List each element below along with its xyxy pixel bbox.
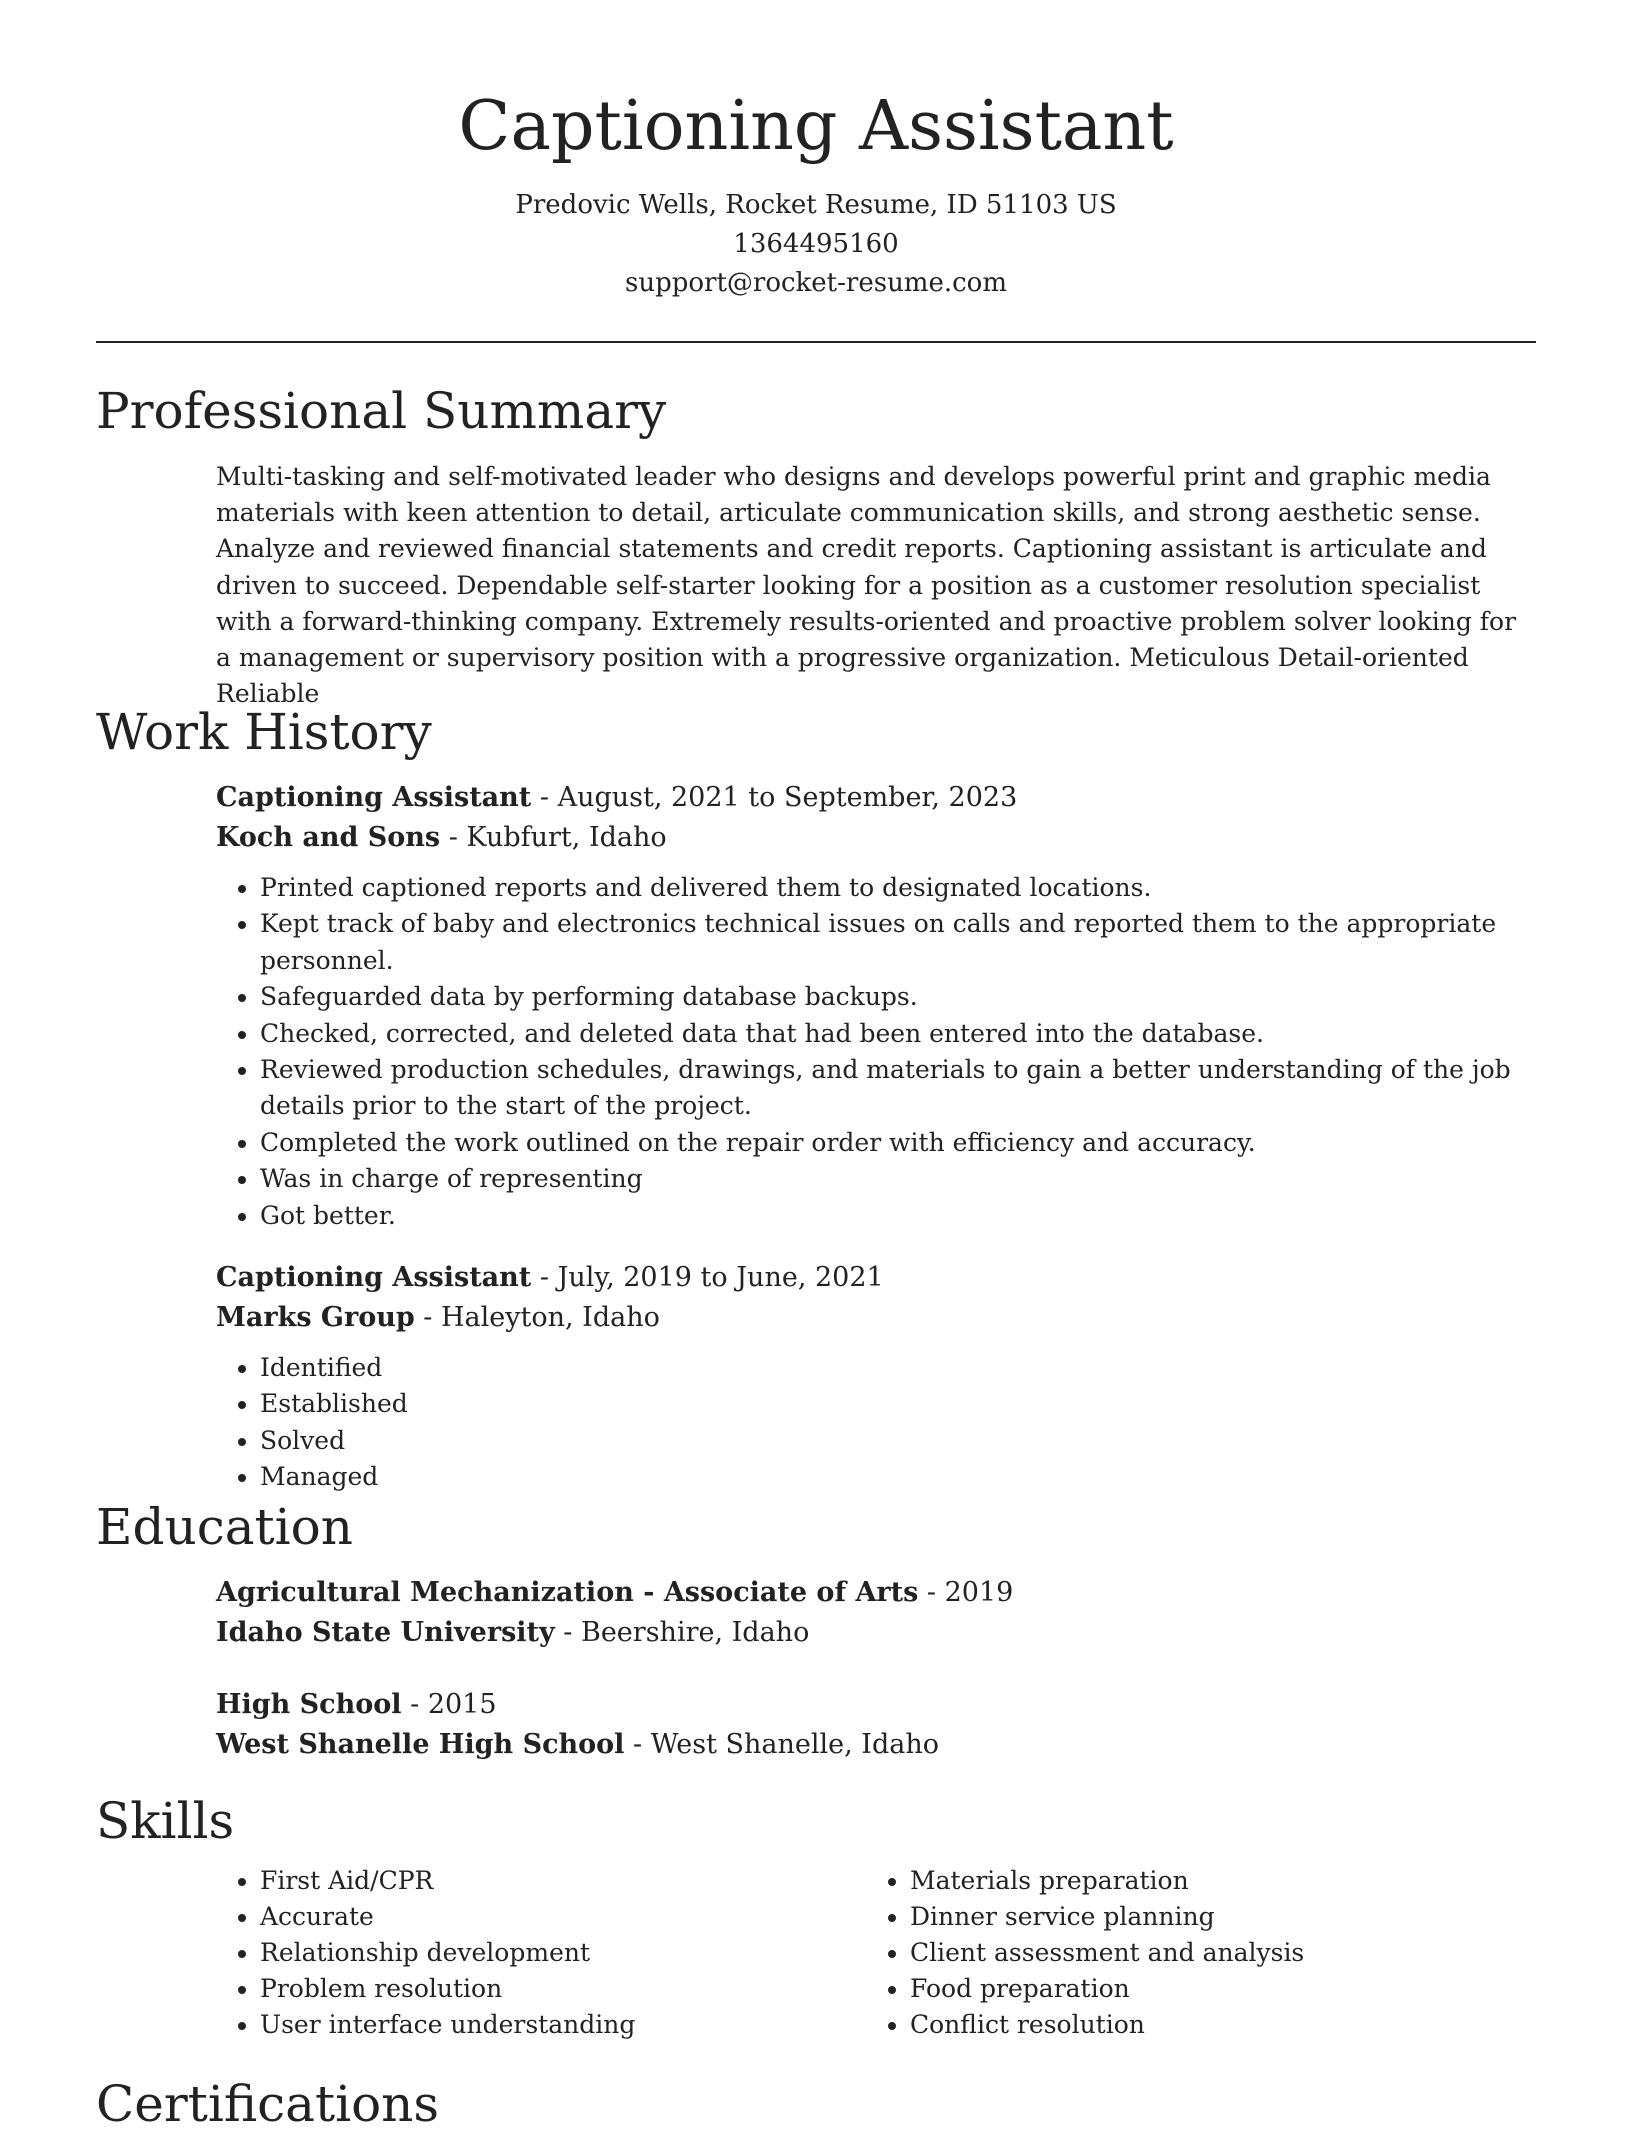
job-bullet: • Got better.: [260, 1198, 1536, 1234]
skill-item: • Relationship development: [260, 1935, 866, 1971]
skill-item: • Conflict resolution: [910, 2007, 1516, 2043]
education-degree-line: [216, 1685, 1536, 1725]
job-entry: [216, 1258, 1536, 1496]
job-bullet: • Checked, corrected, and deleted data that had been entered into the database.: [260, 1016, 1536, 1052]
work-history-section: [96, 702, 1536, 1496]
education-year: - 2019: [918, 1577, 1014, 1608]
job-company: Marks Group: [216, 1302, 415, 1334]
job-bullets: [216, 870, 1536, 1234]
education-school-line: [216, 1725, 1536, 1765]
education-entry: [216, 1685, 1536, 1765]
skill-item: • Dinner service planning: [910, 1899, 1516, 1935]
section-title-skills: Skills: [96, 1792, 235, 1850]
job-role: Captioning Assistant: [216, 1262, 532, 1294]
skills-columns: [216, 1863, 1536, 2043]
job-role: Captioning Assistant: [216, 782, 532, 813]
skills-column-left: [216, 1863, 866, 2043]
job-company: Koch and Sons: [216, 822, 441, 853]
job-bullet: • Was in charge of representing: [260, 1161, 1536, 1197]
education-location: - Beershire, Idaho: [554, 1617, 810, 1648]
education-year: - 2015: [401, 1689, 497, 1720]
education-school-line: [216, 1613, 1536, 1653]
job-bullet: • Managed: [260, 1459, 1536, 1495]
education-school: Idaho State University: [216, 1617, 555, 1648]
skill-item: • Client assessment and analysis: [910, 1935, 1516, 1971]
header-divider: [96, 341, 1536, 343]
education-location: - West Shanelle, Idaho: [624, 1729, 939, 1760]
skill-item: • Food preparation: [910, 1971, 1516, 2007]
resume-header: [0, 0, 1632, 303]
candidate-name: Captioning Assistant: [458, 87, 1174, 166]
skill-item: • User interface understanding: [260, 2007, 866, 2043]
skill-item: • First Aid/CPR: [260, 1863, 866, 1899]
skill-item: • Accurate: [260, 1899, 866, 1935]
contact-email: support@rocket-resume.com: [624, 268, 1007, 298]
job-title-line: [216, 778, 1536, 818]
skill-item: • Materials preparation: [910, 1863, 1516, 1899]
job-dates: - August, 2021 to September, 2023: [531, 782, 1018, 813]
education-section: [96, 1497, 1536, 1765]
education-entry: [216, 1573, 1536, 1653]
summary-text: Multi-tasking and self-motivated leader who designs and develops powerful print and graphic media materials with keen attention to detail, articulate communication skills, and strong aesthetic sense. Analyze and reviewed financial statements and credit reports. Captioning assistant is articulate and driven to succeed. Dependable self-starter looking for a position as a customer resolution specialist with a forward-thinking company. Extremely results-oriented and proactive problem solver looking for a management or supervisory position with a progressive organization. Meticulous Detail-oriented Reliable: [216, 462, 1517, 709]
education-school: West Shanelle High School: [216, 1729, 625, 1760]
education-degree: High School: [216, 1689, 402, 1720]
section-title-education: Education: [96, 1498, 353, 1556]
job-location: - Haleyton, Idaho: [414, 1302, 660, 1334]
contact-block: [0, 186, 1632, 303]
job-bullet: • Reviewed production schedules, drawings, and materials to gain a better understanding of the job details prior to the start of the project.: [260, 1052, 1536, 1125]
skills-section: [96, 1791, 1536, 2043]
education-degree: Agricultural Mechanization - Associate of Arts: [216, 1577, 919, 1608]
summary-section: [96, 381, 1536, 712]
contact-address: Predovic Wells, Rocket Resume, ID 51103 US: [515, 190, 1117, 220]
section-title-work-history: Work History: [96, 703, 432, 761]
job-bullet: • Established: [260, 1386, 1536, 1422]
skill-item: • Problem resolution: [260, 1971, 866, 2007]
job-dates: - July, 2019 to June, 2021: [531, 1262, 884, 1294]
job-location: - Kubfurt, Idaho: [440, 822, 667, 853]
job-bullet: • Completed the work outlined on the repair order with efficiency and accuracy.: [260, 1125, 1536, 1161]
section-title-summary: Professional Summary: [96, 382, 667, 440]
job-bullet: • Solved: [260, 1423, 1536, 1459]
job-company-line: [216, 1298, 1536, 1338]
job-company-line: [216, 818, 1536, 858]
job-bullet: • Safeguarded data by performing database backups.: [260, 979, 1536, 1015]
job-bullet: • Printed captioned reports and delivered them to designated locations.: [260, 870, 1536, 906]
contact-phone: 1364495160: [733, 229, 899, 259]
job-title-line: [216, 1258, 1536, 1298]
education-degree-line: [216, 1573, 1536, 1613]
section-title-certifications: Certifications: [96, 2075, 440, 2133]
skills-column-right: [866, 1863, 1516, 2043]
job-bullet: • Identified: [260, 1350, 1536, 1386]
job-bullet: • Kept track of baby and electronics technical issues on calls and reported them to the appropriate personnel.: [260, 906, 1536, 979]
job-entry: [216, 778, 1536, 1234]
job-bullets: [216, 1350, 1536, 1496]
certifications-section: [96, 2074, 1536, 2134]
